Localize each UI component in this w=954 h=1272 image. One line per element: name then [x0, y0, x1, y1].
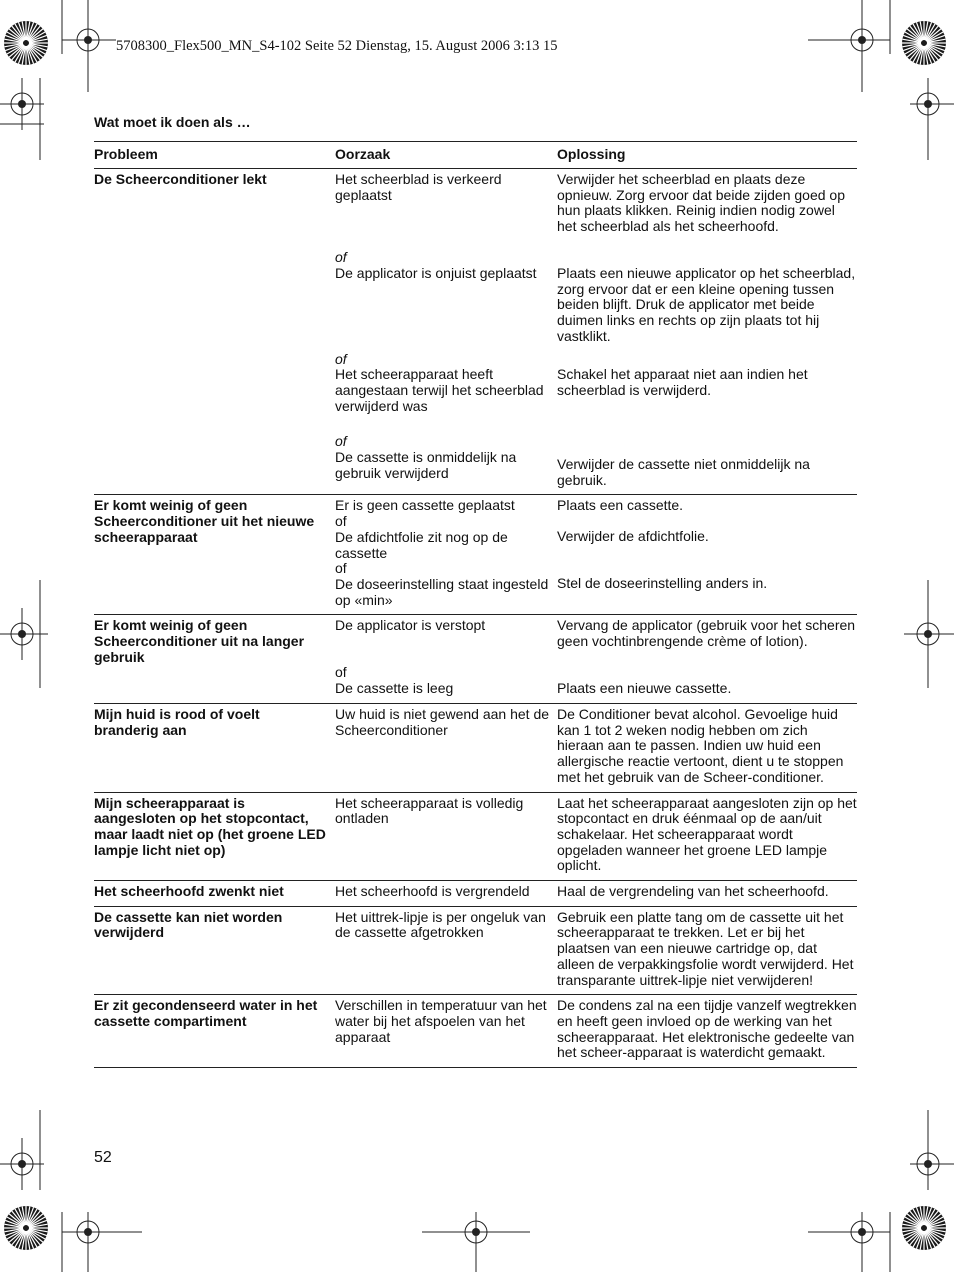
cause-text: De applicator is verstopt — [335, 617, 486, 634]
table-row — [94, 881, 857, 907]
solution-cell: De Conditioner bevat alcohol. Gevoelige huid kan 1 tot 2 weken nodig hebben om zich hieraan aan te passen. Indien uw huid een allergische reactie vertoont, dient u te stoppen met het gebruik van de Scheer-conditioner. — [557, 706, 844, 785]
crosshair-mark-bottom-left — [62, 1212, 142, 1272]
problem-cell: Er zit gecondenseerd water in het cassette compartiment — [94, 997, 318, 1029]
cause-text: De cassette is leeg — [335, 680, 454, 697]
or-connector: of — [335, 664, 347, 681]
cause-text: De doseerinstelling staat ingesteld op «min» — [335, 575, 549, 608]
crosshair-mark-bottom-right — [808, 1212, 890, 1272]
cause-cell: Uw huid is niet gewend aan het de Scheerconditioner — [335, 706, 550, 738]
crosshair-mark-right-upper — [910, 78, 954, 160]
table-row — [94, 907, 857, 996]
solution-text: Schakel het apparaat niet aan indien het scheerblad is verwijderd. — [557, 366, 808, 398]
solution-cell: Laat het scheerapparaat aangesloten zijn op het stopcontact en druk éénmaal op de aan/uit schakelaar. Het scheerapparaat wordt opgeladen wanneer het groene LED lampje oplicht. — [557, 794, 857, 874]
problem-cell: Er komt weinig of geen Scheerconditioner uit het nieuwe scheerapparaat — [94, 497, 315, 545]
solution-cell: De condens zal na een tijdje vanzelf wegtrekken en heeft geen invloed op de werking van het scheerapparaat. Het elektronische gedeelte van het scheer-apparaat is waterdicht gemaakt. — [557, 997, 857, 1061]
column-header-solution: Oplossing — [557, 146, 626, 162]
cause-cell: Het scheerhoofd is vergrendeld — [335, 883, 530, 900]
table-row — [94, 495, 857, 615]
cause-text: Er is geen cassette geplaatst — [335, 497, 515, 514]
or-connector: of — [335, 350, 347, 367]
problem-cell: Er komt weinig of geen Scheerconditioner uit na langer gebruik — [94, 617, 305, 665]
solution-text: Verwijder de afdichtfolie. — [557, 528, 709, 545]
solution-text: Verwijder de cassette niet onmiddelijk na gebruik. — [557, 456, 810, 488]
table-row — [94, 615, 857, 704]
crosshair-mark-top-left — [62, 0, 116, 92]
solution-text: Verwijder het scheerblad en plaats deze opnieuw. Zorg ervoor dat beide zijden goed op hun plaats klikken. Reinig indien nodig zowel het scheerblad als het scheerhoofd. — [557, 171, 845, 235]
cause-text: De applicator is onjuist geplaatst — [335, 264, 537, 281]
column-header-problem: Probleem — [94, 146, 158, 162]
table-row — [94, 793, 857, 882]
page-number: 52 — [94, 1149, 112, 1166]
print-header: 5708300_Flex500_MN_S4-102 Seite 52 Dienstag, 15. August 2006 3:13 15 — [116, 38, 558, 54]
solution-text: Plaats een cassette. — [557, 497, 684, 514]
problem-cell: De Scheerconditioner lekt — [94, 171, 267, 187]
solution-text: Stel de doseerinstelling anders in. — [557, 575, 768, 592]
crosshair-mark-top-right — [808, 0, 890, 92]
cause-cell — [335, 615, 557, 703]
table-header — [94, 142, 857, 169]
cause-cell: Het uittrek-lipje is per ongeluk van de cassette afgetrokken — [335, 908, 546, 941]
solution-cell — [557, 615, 857, 703]
solution-cell: Gebruik een platte tang om de cassette uit het scheerapparaat te trekken. Let er bij het plaatsen van een nieuwe cartridge op, dat alleen de verpakkingsfolie wordt verwijderd. Het transparante uittrek-lipje niet verwijderen! — [557, 908, 854, 988]
problem-cell: Het scheerhoofd zwenkt niet — [94, 883, 284, 900]
solution-text: Vervang de applicator (gebruik voor het scheren geen vochtinbrengende crème of lotion). — [557, 617, 856, 650]
crosshair-mark-left-upper — [0, 78, 44, 160]
cause-cell — [335, 169, 557, 494]
cause-text: Het scheerapparaat heeft aangestaan terwijl het scheerblad verwijderd was — [335, 366, 544, 414]
table-row — [94, 169, 857, 495]
or-connector: of — [335, 560, 347, 577]
problem-cell: De cassette kan niet worden verwijderd — [94, 908, 283, 941]
troubleshooting-table — [94, 141, 857, 1068]
cause-cell: Verschillen in temperatuur van het water bij het afspoelen van het apparaat — [335, 997, 547, 1045]
solution-text: Plaats een nieuwe cassette. — [557, 680, 732, 697]
cause-text: De cassette is onmiddelijk na gebruik verwijderd — [335, 449, 517, 481]
cause-cell — [335, 495, 557, 614]
cause-cell: Het scheerapparaat is volledig ontladen — [335, 794, 524, 827]
column-header-cause: Oorzaak — [335, 146, 391, 162]
section-title: Wat moet ik doen als … — [94, 114, 251, 130]
or-connector: of — [335, 249, 347, 265]
or-connector: of — [335, 513, 347, 530]
solution-cell — [557, 169, 857, 494]
cause-text: De afdichtfolie zit nog op de cassette — [335, 528, 508, 561]
or-connector: of — [335, 433, 347, 450]
cause-text: Het scheerblad is verkeerd geplaatst — [335, 171, 502, 203]
crosshair-mark-bottom-center — [422, 1212, 530, 1272]
table-row — [94, 704, 857, 793]
problem-cell: Mijn huid is rood of voelt branderig aan — [94, 706, 260, 738]
solution-text: Plaats een nieuwe applicator op het scheerblad, zorg ervoor dat er een kleine opening tussen beiden blijft. Druk de applicator met beide duimen links en rechts op zijn plaats tot hij vastklikt. — [557, 265, 856, 344]
solution-cell: Haal de vergrendeling van het scheerhoofd. — [557, 883, 829, 900]
crosshair-mark-right-lower — [910, 1110, 954, 1190]
problem-cell: Mijn scheerapparaat is aangesloten op het stopcontact, maar laadt niet op (het groene LED lampje licht niet op) — [94, 794, 326, 858]
table-row — [94, 995, 857, 1068]
crosshair-mark-left-lower — [0, 1110, 44, 1190]
solution-cell — [557, 495, 857, 614]
